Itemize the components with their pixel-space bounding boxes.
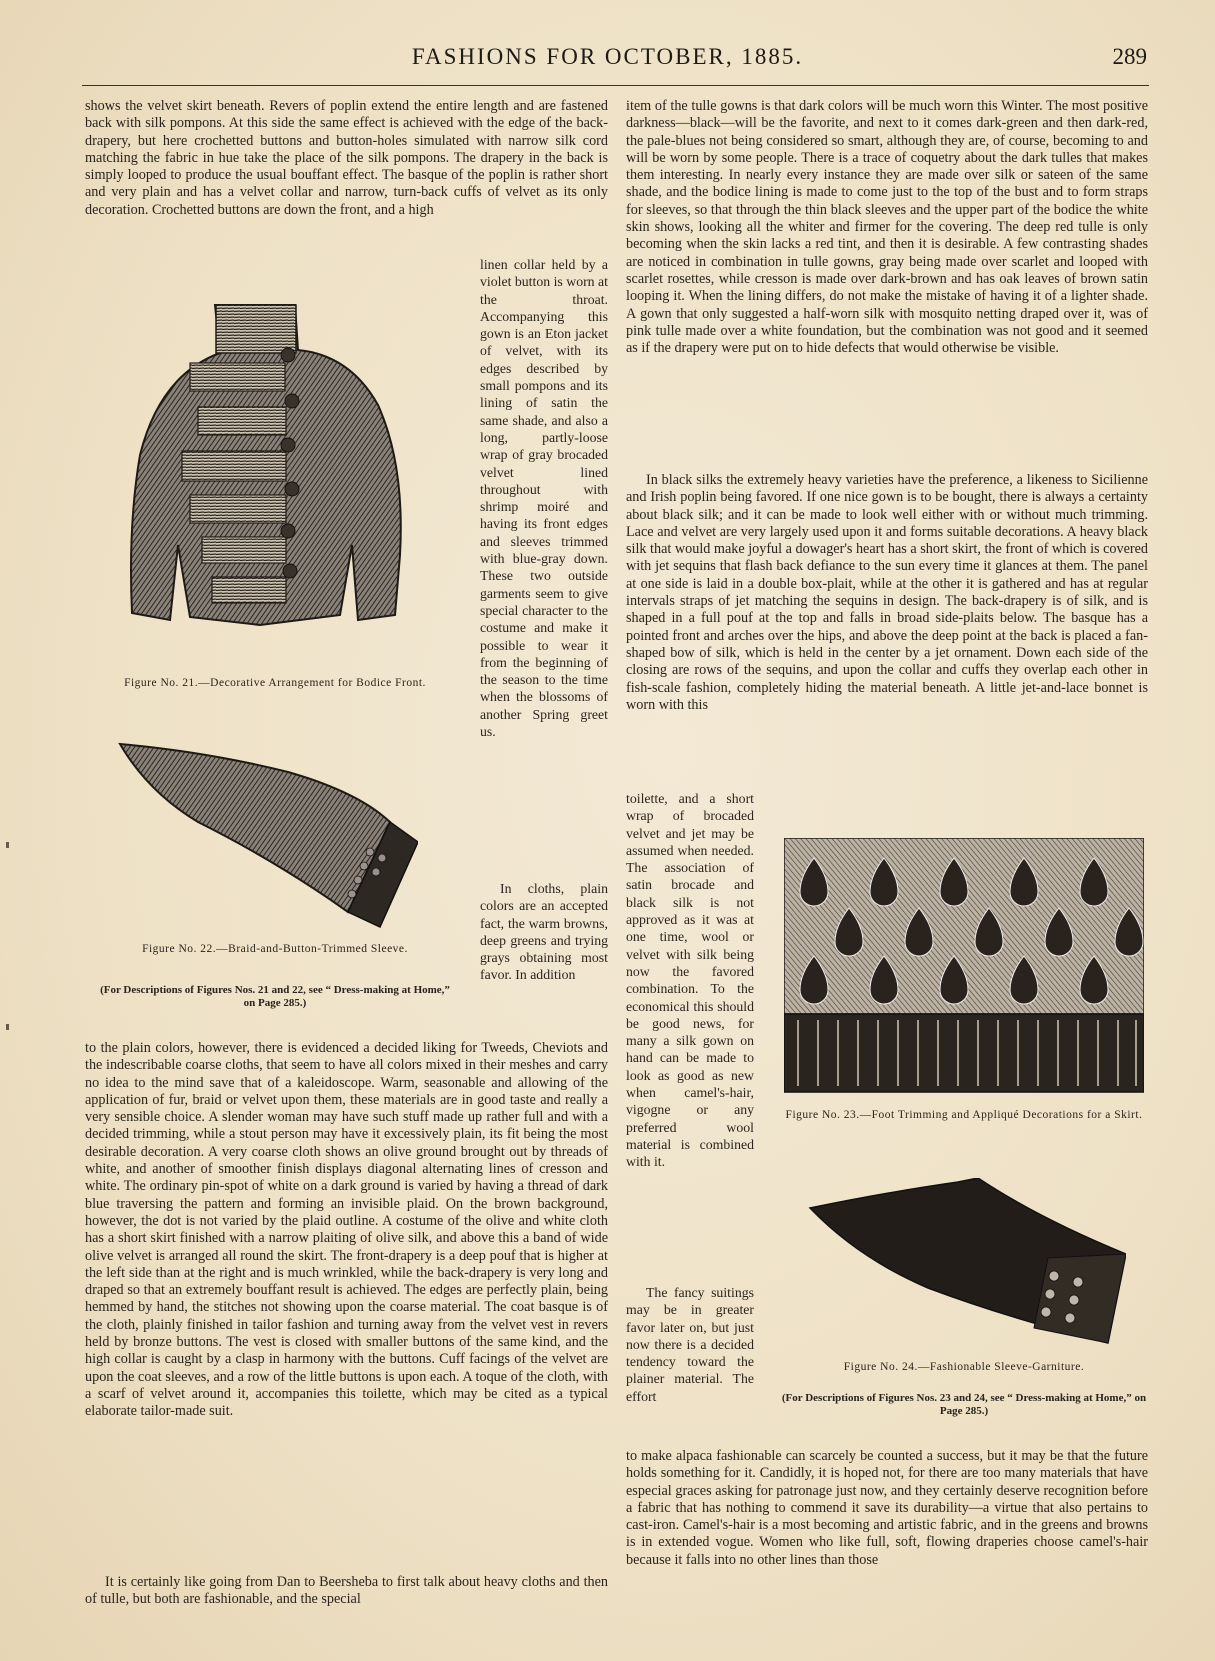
running-head-title: FASHIONS FOR OCTOBER, 1885. <box>411 44 804 69</box>
figures-21-22-note: (For Descriptions of Figures Nos. 21 and 22, see “ Dress-making at Home,” on Page 285.) <box>100 984 450 1009</box>
figures-23-24-note: (For Descriptions of Figures Nos. 23 and 24, see “ Dress-making at Home,” on Page 285.) <box>781 1392 1147 1417</box>
header-rule <box>82 85 1149 86</box>
right-paragraph-3: to make alpaca fashionable can scarcely be counted a success, but it may be that the future holds something for it. Candidly, it is hoped not, for there are too many materials that have especial graces asking for patronage just now, and they certainly deserve recognition before a fabric that has nothing to commend it save its durability—a virtue that also pertains to cast-iron. Camel's-hair is a most becoming and artistic fabric, and in the greens and browns is in extended vogue. Women who like full, soft, flowing draperies choose camel's-hair because it falls into no other lines than those <box>626 1448 1148 1568</box>
right-paragraph-2: In black silks the extremely heavy varieties have the preference, a likeness to Sicilienne and Irish poplin being favored. If one nice gown is to be bought, there is always a certainty about black silk; and it can be made to look well either with or without much trimming. Lace and velvet are very largely used upon it and forms suitable decorations. A heavy black silk that would make joyful a dowager's heart has a short skirt, the front of which is covered with jet sequins that flash back defiance to the sun every time it glances at them. The panel at one side is laid in a double box-plait, while at the other it is gathered and has at regular intervals straps of jet matching the sequins in design. The back-drapery is of silk, and is shaped in a full pouf at the top and falls in broad side-plaits below. The basque has a pointed front and arches over the hips, and above the deep point at the back is placed a fan-shaped bow of silk, which is held in the center by a jet ornament. Down each side of the closing are rows of the sequins, and upon the collar and cuffs they overlap each other in fish-scale fashion, completely hiding the material beneath. A little jet-and-lace bonnet is worn with this <box>626 472 1148 713</box>
figure-24-caption: Figure No. 24.—Fashionable Sleeve-Garniture. <box>843 1361 1085 1373</box>
figure-21-bodice-illustration <box>120 295 420 655</box>
figure-24-sleeve-garniture-illustration <box>808 1178 1126 1348</box>
right-narrow-column: toilette, and a short wrap of brocaded velvet and jet may be assumed when needed. The association of satin brocade and black silk is not approved as it was at one time, wool or velvet with silk being now the favored combination. To the economical this should be good news, for many a silk gown on hand can be made to look as good as new when camel's-hair, vigogne or any preferred wool material is combined with it. <box>626 791 754 1170</box>
figure-23-skirt-trimming-illustration <box>784 838 1144 1094</box>
left-paragraph-3: It is certainly like going from Dan to Beersheba to first talk about heavy cloths and then of tulle, but both are fashionable, and the special <box>85 1574 608 1608</box>
left-paragraph-2: to the plain colors, however, there is evidenced a decided liking for Tweeds, Cheviots and the indescribable coarse cloths, that seem to have all colors mixed in their meshes and carry no idea to the mind save that of a kaleidoscope. Warm, seasonable and allowing of the application of fur, braid or velvet upon them, these materials are in good taste and really a very sensible choice. A slender woman may have such stuff made up rather full and with a decided trimming, while a stout person may have it excessively plain, its fit being the most desirable decoration. A very coarse cloth shows an olive ground brought out by threads of white, and another of smoother finish displays diagonal alternating lines of cresson and white. The ordinary pin-spot of white on a dark ground is varied by having a thread of dark blue traversing the pattern and forming an invisible plaid. On the brown background, however, the dot is not varied by the plaid outline. A costume of the olive and white cloth has a short skirt finished with a narrow plaiting of olive silk, and above this a band of wide olive velvet is arranged all round the skirt. The front-drapery is a deep pouf that is higher at the left side than at the right and is much wrinkled, while the back-drapery is very long and draped so that an extremely bouffant result is achieved. The edges are perfectly plain, being hemmed by hand, the stitches not showing upon the coarse material. The coat basque is of the cloth, plainly finished in tailor fashion and turning away from the velvet vest in revers held by bronze buttons. The vest is closed with smaller buttons of the same kind, and the high collar is caught by a clasp in harmony with the buttons. Cuff facings of the velvet are upon the coat sleeves, and a row of the little buttons is upon each. A toque of the cloth, with a scarf of velvet around it, accompanies this toilette, which may be cited as a typical elaborate tailor-made suit. <box>85 1040 608 1420</box>
left-paragraph-1: shows the velvet skirt beneath. Revers of poplin extend the entire length and are fastened back with silk pompons. At this side the same effect is achieved with the edge of the back-drapery, but here crochetted buttons and button-holes simulated with narrow silk cord matching the fabric in hue take the place of the silk pompons. The drapery in the back is simply looped to produce the usual bouffant effect. The basque of the poplin is rather short and very plain and has a velvet collar and narrow, turn-back cuffs of velvet as its only decoration. Crochetted buttons are down the front, and a high <box>85 98 608 218</box>
figure-22-sleeve-illustration <box>118 742 418 932</box>
page-number: 289 <box>1112 44 1147 69</box>
left-narrow-column-2: In cloths, plain colors are an accepted fact, the warm browns, deep greens and trying grays obtaining most favor. In addition <box>480 881 608 983</box>
right-paragraph-1: item of the tulle gowns is that dark colors will be much worn this Winter. The most positive darkness—black—will be the favorite, and next to it comes dark-green and then dark-red, the pale-blues not being considered so smart, although they are, of course, becoming to and will be worn by some people. There is a trace of coquetry about the dark tulles that makes them interesting. In nearly every instance they are made over silk or sateen of the same shade, and the bodice lining is made to come just to the top of the bust and to form straps for sleeves, so that through the thin black sleeves and the upper part of the bodice the white skin shows, looking all the whiter and firmer for the covering. The deep red tulle is only becoming when the skin lacks a red tint, and then it is desirable. A few contrasting shades are noticed in combination in tulle gowns, gray being made over scarlet and looped with scarlet rosettes, while cresson is made over dark-brown and has oak leaves of brown satin looping it. When the lining differs, do not make the mistake of having it of a lighter shade. A gown that only suggested a half-worn silk with mosquito netting draped over it, was of pink tulle made over a white foundation, but the combination was not good and it seemed as if the drapery were put on to hide defects that would otherwise be visible. <box>626 98 1148 357</box>
page-edge-mark <box>6 842 9 848</box>
left-narrow-column: linen collar held by a violet button is worn at the throat. Accompanying this gown is an Eton jacket of velvet, with its edges described by small pompons and its lining of satin the same shade, and also a long, partly-loose wrap of gray brocaded velvet lined throughout with shrimp moiré and having its front edges and sleeves trimmed with blue-gray down. These two outside garments seem to give special character to the costume and make it possible to wear it from the beginning of the season to the time when the blossoms of another Spring greet us. <box>480 257 608 740</box>
figure-22-caption: Figure No. 22.—Braid-and-Button-Trimmed Sleeve. <box>142 943 408 955</box>
right-narrow-column-2: The fancy suitings may be in greater favor later on, but just now there is a decided tendency toward the plainer material. The effort <box>626 1285 754 1404</box>
page-edge-mark <box>6 1024 9 1030</box>
figure-23-caption: Figure No. 23.—Foot Trimming and Appliqué Decorations for a Skirt. <box>785 1109 1143 1121</box>
figure-21-caption: Figure No. 21.—Decorative Arrangement for Bodice Front. <box>124 677 426 689</box>
